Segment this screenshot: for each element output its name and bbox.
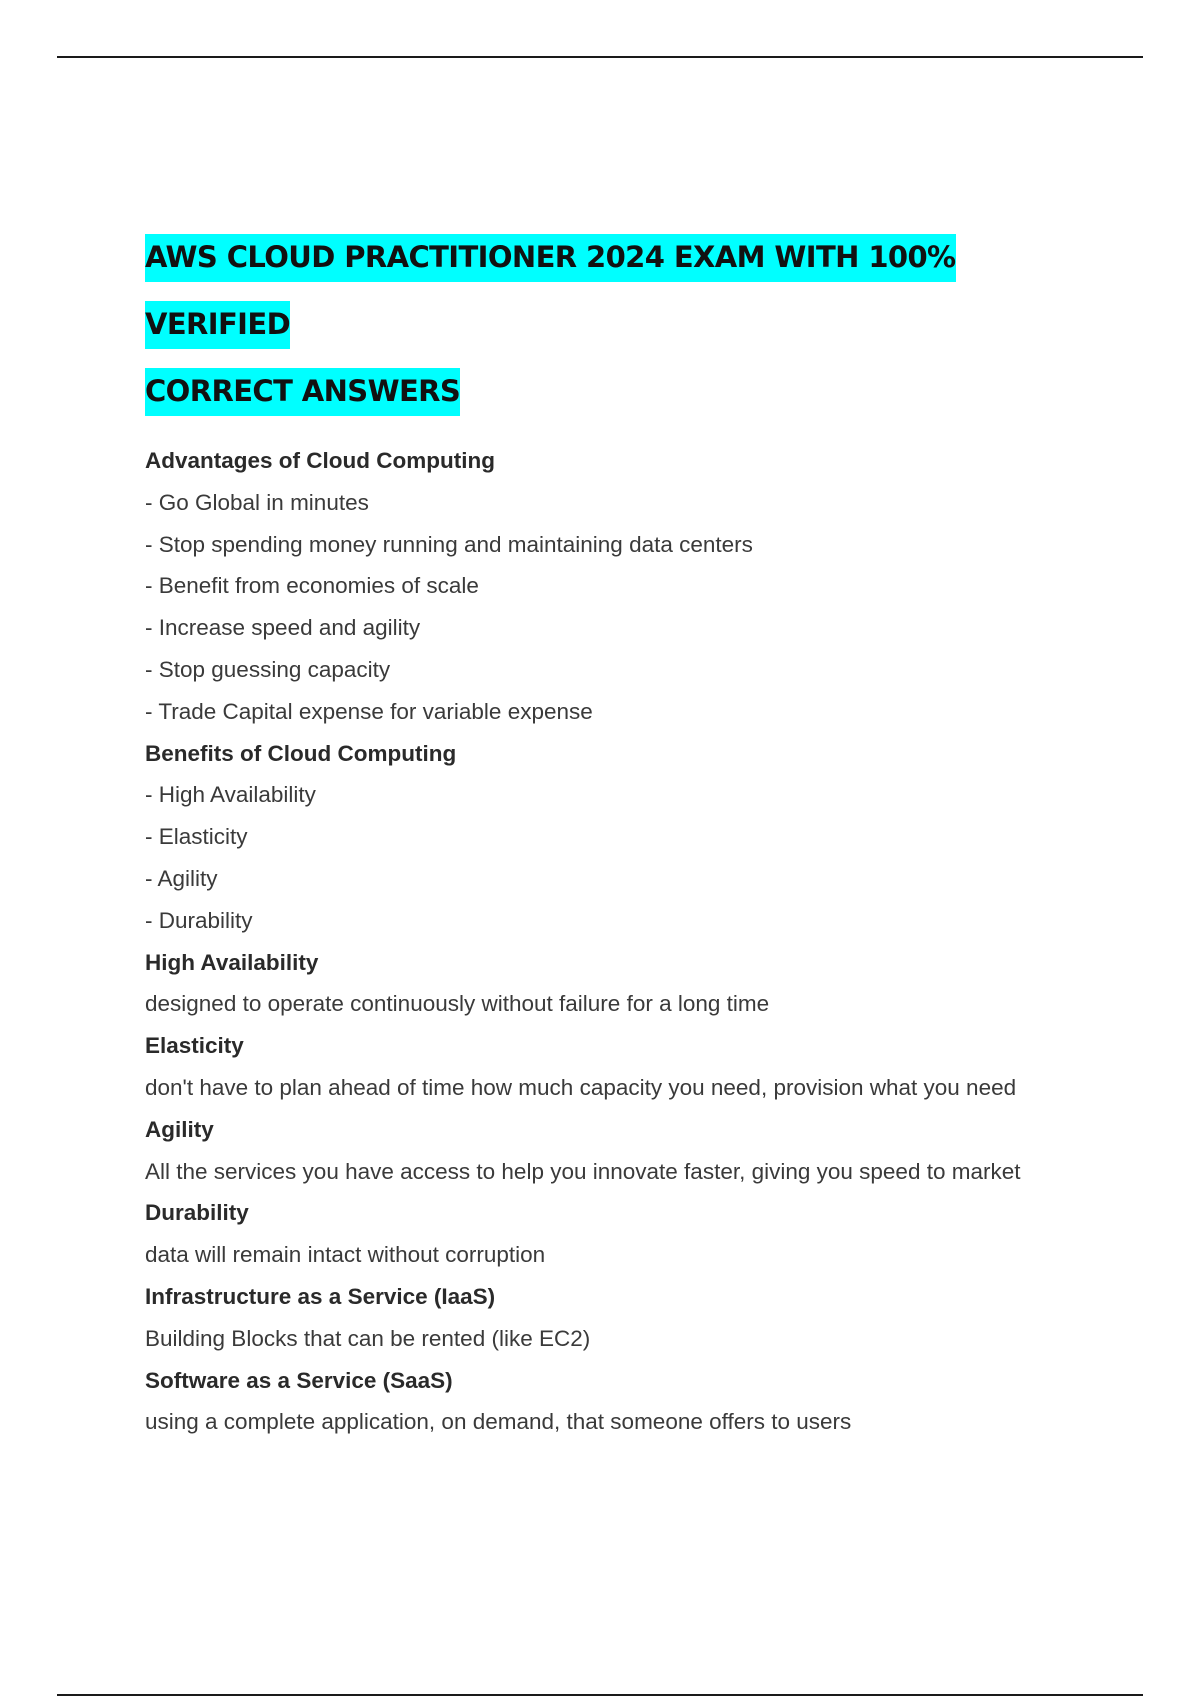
section-line: - Go Global in minutes [145,489,369,515]
section-line: - Agility [145,865,218,891]
section-line: Building Blocks that can be rented (like EC2) [145,1325,591,1351]
section-line: designed to operate continuously without failure for a long time [145,991,770,1017]
section-heading: Agility [145,1116,214,1142]
section-line: - Stop guessing capacity [145,656,391,682]
section-line: - Increase speed and agility [145,615,421,641]
bottom-rule [57,1694,1143,1696]
section-line: - Elasticity [145,824,248,850]
section-heading: Software as a Service (SaaS) [145,1367,453,1393]
document-body [145,443,1145,1446]
section-heading: Advantages of Cloud Computing [145,448,495,473]
section-line: All the services you have access to help you innovate faster, giving you speed to market [145,1158,1021,1184]
section-heading: High Availability [145,949,319,975]
title-line-1: AWS CLOUD PRACTITIONER 2024 EXAM WITH 100% VERIFIED [145,234,956,349]
document-title [145,224,1105,425]
section-heading: Durability [145,1200,249,1226]
section-heading: Benefits of Cloud Computing [145,740,457,766]
section-line: - Stop spending money running and maintaining data centers [145,531,753,557]
section-line: - Trade Capital expense for variable expense [145,698,593,724]
section-line: - Durability [145,907,253,933]
section-heading: Elasticity [145,1033,244,1059]
top-rule [57,56,1143,58]
section-line: - High Availability [145,782,316,808]
section-line: using a complete application, on demand, that someone offers to users [145,1409,852,1435]
section-heading: Infrastructure as a Service (IaaS) [145,1283,496,1309]
section-line: don't have to plan ahead of time how much capacity you need, provision what you need [145,1074,1017,1100]
section-line: data will remain intact without corruption [145,1242,546,1268]
title-line-2: CORRECT ANSWERS [145,368,460,416]
section-line: - Benefit from economies of scale [145,573,479,599]
